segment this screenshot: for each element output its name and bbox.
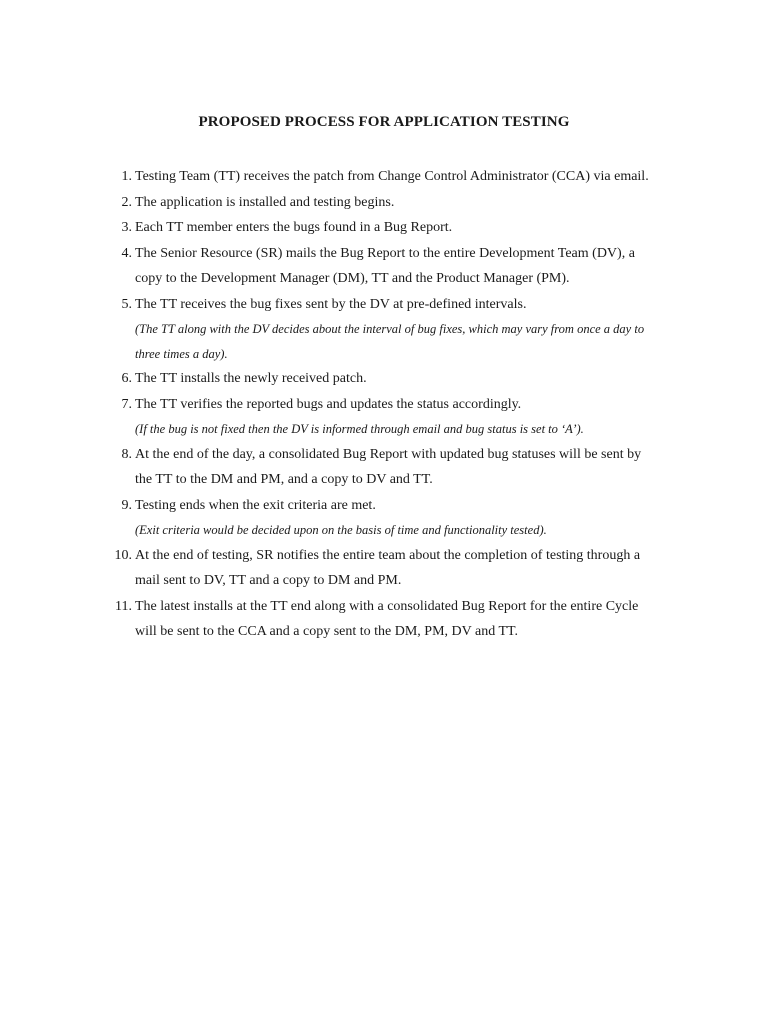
list-item-note: (Exit criteria would be decided upon on the basis of time and functionality tested). bbox=[135, 523, 547, 537]
list-item bbox=[0, 493, 768, 543]
page-title: PROPOSED PROCESS FOR APPLICATION TESTING bbox=[198, 114, 570, 130]
list-item-text: At the end of testing, SR notifies the entire team about the completion of testing through a mail sent to DV, TT and a copy to DM and PM. bbox=[135, 547, 641, 588]
list-item-note: (If the bug is not fixed then the DV is informed through email and bug status is set to ‘A’). bbox=[135, 422, 584, 436]
list-item-number: 3. bbox=[121, 220, 132, 235]
process-steps-list bbox=[0, 164, 768, 645]
list-item-text: Testing Team (TT) receives the patch from Change Control Administrator (CCA) via email. bbox=[135, 169, 649, 184]
list-item bbox=[0, 392, 768, 442]
list-item-text: The TT installs the newly received patch. bbox=[135, 371, 367, 386]
list-item-number: 9. bbox=[121, 497, 132, 513]
list-item-number: 8. bbox=[121, 446, 132, 462]
list-item bbox=[0, 442, 768, 493]
list-item-text: The TT verifies the reported bugs and updates the status accordingly. bbox=[135, 396, 522, 412]
list-item-text: The TT receives the bug fixes sent by the DV at pre-defined intervals. bbox=[135, 296, 527, 312]
list-item-number: 7. bbox=[121, 396, 132, 412]
list-item-text: Each TT member enters the bugs found in a Bug Report. bbox=[135, 220, 453, 235]
list-item bbox=[0, 190, 768, 216]
list-item bbox=[0, 215, 768, 241]
list-item bbox=[0, 594, 768, 645]
list-item bbox=[0, 543, 768, 594]
list-item-number: 1. bbox=[121, 169, 132, 184]
list-item-text: Testing ends when the exit criteria are met. bbox=[135, 497, 376, 513]
list-item bbox=[0, 292, 768, 367]
list-item-number: 11. bbox=[115, 598, 132, 614]
list-item-number: 6. bbox=[121, 371, 132, 386]
list-item-text: At the end of the day, a consolidated Bug Report with updated bug statuses will be sent by the TT to the DM and PM, and a copy to DV and TT. bbox=[135, 446, 642, 487]
list-item-number: 2. bbox=[121, 194, 132, 210]
list-item bbox=[0, 164, 768, 190]
list-item-text: The Senior Resource (SR) mails the Bug Report to the entire Development Team (DV), a copy to the Development Manager (DM), TT and the Product Manager (PM). bbox=[135, 245, 635, 286]
list-item-number: 10. bbox=[114, 547, 132, 563]
list-item-text: The latest installs at the TT end along with a consolidated Bug Report for the entire Cycle will be sent to the CCA and a copy sent to the DM, PM, DV and TT. bbox=[135, 598, 639, 639]
list-item-text: The application is installed and testing begins. bbox=[135, 194, 395, 210]
list-item-number: 4. bbox=[121, 245, 132, 261]
list-item-note: (The TT along with the DV decides about the interval of bug fixes, which may vary from once a day to three times a day). bbox=[135, 322, 645, 361]
list-item bbox=[0, 366, 768, 392]
list-item-number: 5. bbox=[121, 296, 132, 312]
list-item bbox=[0, 241, 768, 292]
